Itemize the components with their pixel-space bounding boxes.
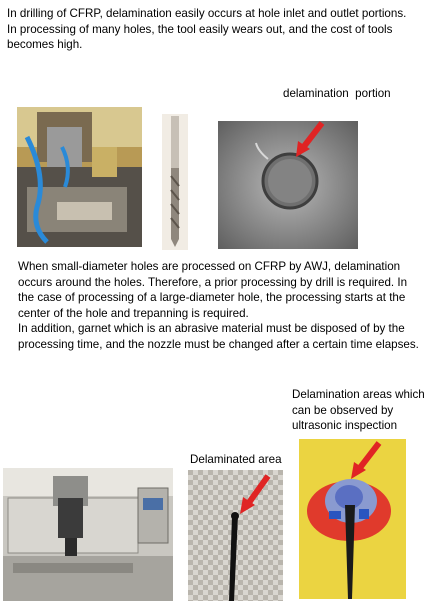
delamination-portion-label: delamination portion <box>283 87 391 100</box>
water-jet-machine-photo <box>3 468 173 601</box>
awj-paragraph: When small-diameter holes are processed on CFRP by AWJ, delamination occurs around the holes. Therefore, a prior processing by drill is required. In the case of processing of a large-diameter hole, the processing starts at the center of the hole and trepanning is required. In addition, garnet which is an abrasive material must be disposed of by the processing time, and the nozzle must be changed after a certain time elapses. <box>18 260 419 351</box>
delamination-hole-photo <box>218 121 358 249</box>
ultrasonic-label: Delamination areas which can be observed by ultrasonic inspection <box>292 388 425 432</box>
ultrasonic-inspection-photo <box>299 439 406 599</box>
drill-bit-photo <box>162 114 188 250</box>
drilling-machine-photo <box>17 107 142 247</box>
delaminated-area-label: Delaminated area <box>190 453 282 466</box>
intro-paragraph: In drilling of CFRP, delamination easily occurs at hole inlet and outlet portions. In processing of many holes, the tool easily wears out, and the cost of tools becomes high. <box>7 7 407 51</box>
delaminated-weave-photo <box>188 470 283 601</box>
